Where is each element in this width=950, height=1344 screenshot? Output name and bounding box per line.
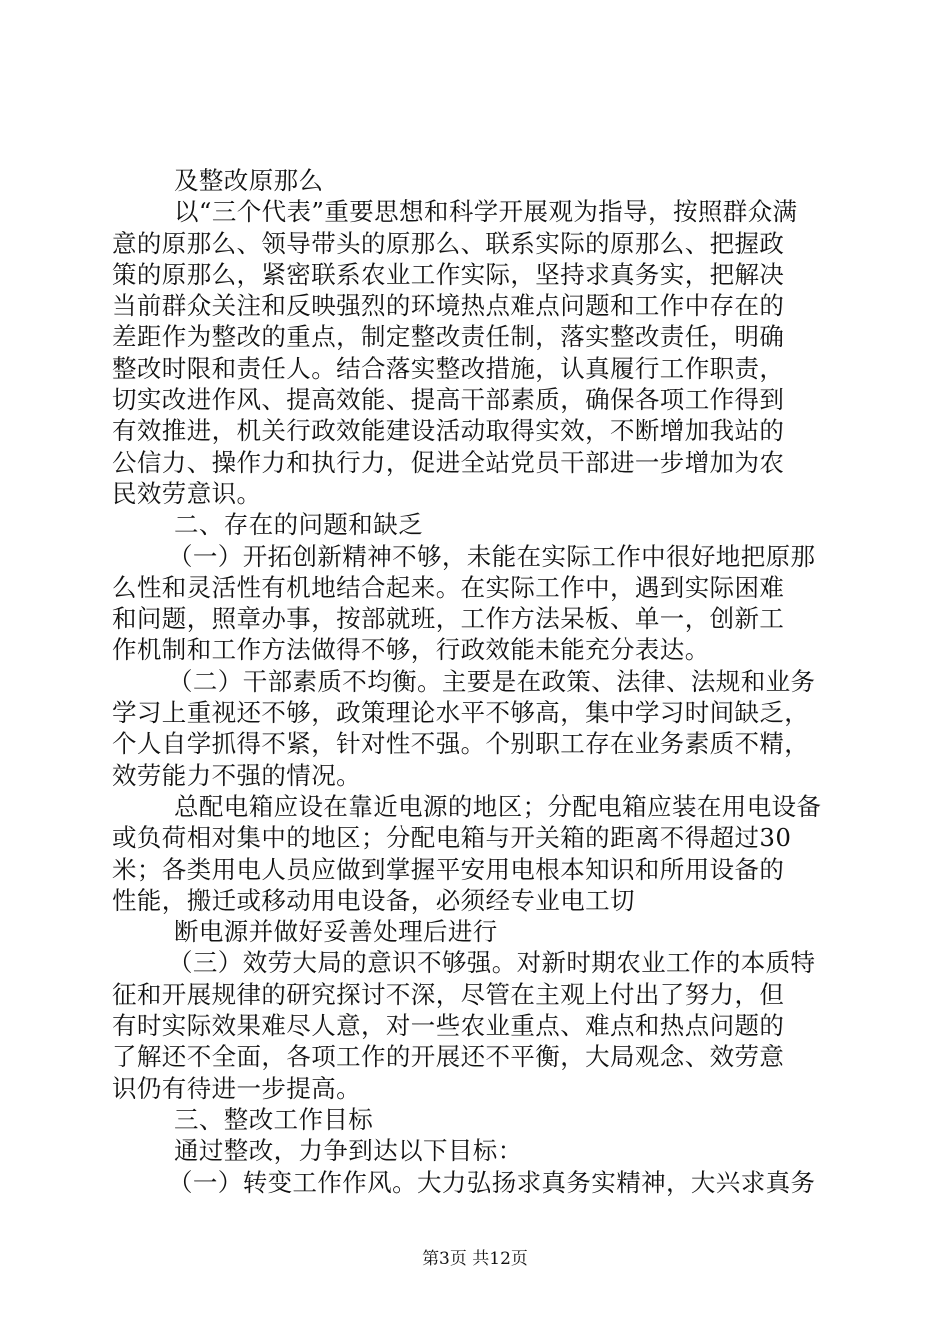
text-line: 性能，搬迁或移动用电设备，必须经专业电工切 (112, 885, 635, 915)
text-line: 差距作为整改的重点，制定整改责任制，落实整改责任，明确 (112, 322, 785, 352)
text-line: 以“三个代表”重要思想和科学开展观为指导，按照群众满 (174, 197, 798, 227)
text-line: 作机制和工作方法做得不够，行政效能未能充分表达。 (112, 635, 710, 665)
text-line: 意的原那么、领导带头的原那么、联系实际的原那么、把握政 (112, 228, 785, 258)
text-line: 及整改原那么 (174, 166, 324, 195)
text-line: 民效劳意识。 (112, 478, 262, 508)
text-line: 征和开展规律的研究探讨不深，尽管在主观上付出了努力，但 (112, 979, 785, 1009)
text-line: 识仍有待进一步提高。 (112, 1073, 361, 1103)
page-footer: 第3页 共12页 (422, 1249, 528, 1269)
text-line: 米；各类用电人员应做到掌握平安用电根本知识和所用设备的 (112, 854, 785, 884)
text-line: 么性和灵活性有机地结合起来。在实际工作中，遇到实际困难 (112, 572, 785, 602)
text-line: （二）干部素质不均衡。主要是在政策、法律、法规和业务 (168, 666, 816, 696)
text-line: 策的原那么，紧密联系农业工作实际，坚持求真务实，把解决 (112, 259, 785, 289)
text-line: 总配电箱应设在靠近电源的地区；分配电箱应装在用电设备 (174, 791, 822, 821)
text-line: （三）效劳大局的意识不够强。对新时期农业工作的本质特 (168, 948, 816, 978)
document-body (112, 165, 840, 1198)
text-line: 学习上重视还不够，政策理论水平不够高，集中学习时间缺乏， (112, 698, 810, 728)
text-line: 有效推进，机关行政效能建设活动取得实效，不断增加我站的 (112, 416, 785, 446)
text-line: 了解还不全面，各项工作的开展还不平衡，大局观念、效劳意 (112, 1042, 785, 1072)
text-line: 二、存在的问题和缺乏 (174, 510, 423, 540)
text-line: 效劳能力不强的情况。 (112, 760, 361, 790)
text-line: 个人自学抓得不紧，针对性不强。个别职工存在业务素质不精， (112, 729, 810, 759)
text-line: 当前群众关注和反映强烈的环境热点难点问题和工作中存在的 (112, 291, 785, 321)
text-line: 有时实际效果难尽人意，对一些农业重点、难点和热点问题的 (112, 1011, 785, 1041)
text-line: 或负荷相对集中的地区；分配电箱与开关箱的距离不得超过30 (112, 823, 792, 853)
text-line: 断电源并做好妥善处理后进行 (174, 917, 498, 947)
text-line: 公信力、操作力和执行力，促进全站党员干部进一步增加为农 (112, 447, 785, 477)
text-line: （一）开拓创新精神不够，未能在实际工作中很好地把原那 (168, 541, 816, 571)
text-line: 切实改进作风、提高效能、提高干部素质，确保各项工作得到 (112, 385, 785, 415)
text-line: 通过整改，力争到达以下目标： (174, 1136, 523, 1166)
text-line: （一）转变工作作风。大力弘扬求真务实精神，大兴求真务 (168, 1167, 816, 1197)
text-line: 三、整改工作目标 (174, 1104, 374, 1134)
text-line: 和问题，照章办事，按部就班，工作方法呆板、单一，创新工 (112, 604, 785, 634)
text-line: 整改时限和责任人。结合落实整改措施，认真履行工作职责， (112, 353, 785, 383)
